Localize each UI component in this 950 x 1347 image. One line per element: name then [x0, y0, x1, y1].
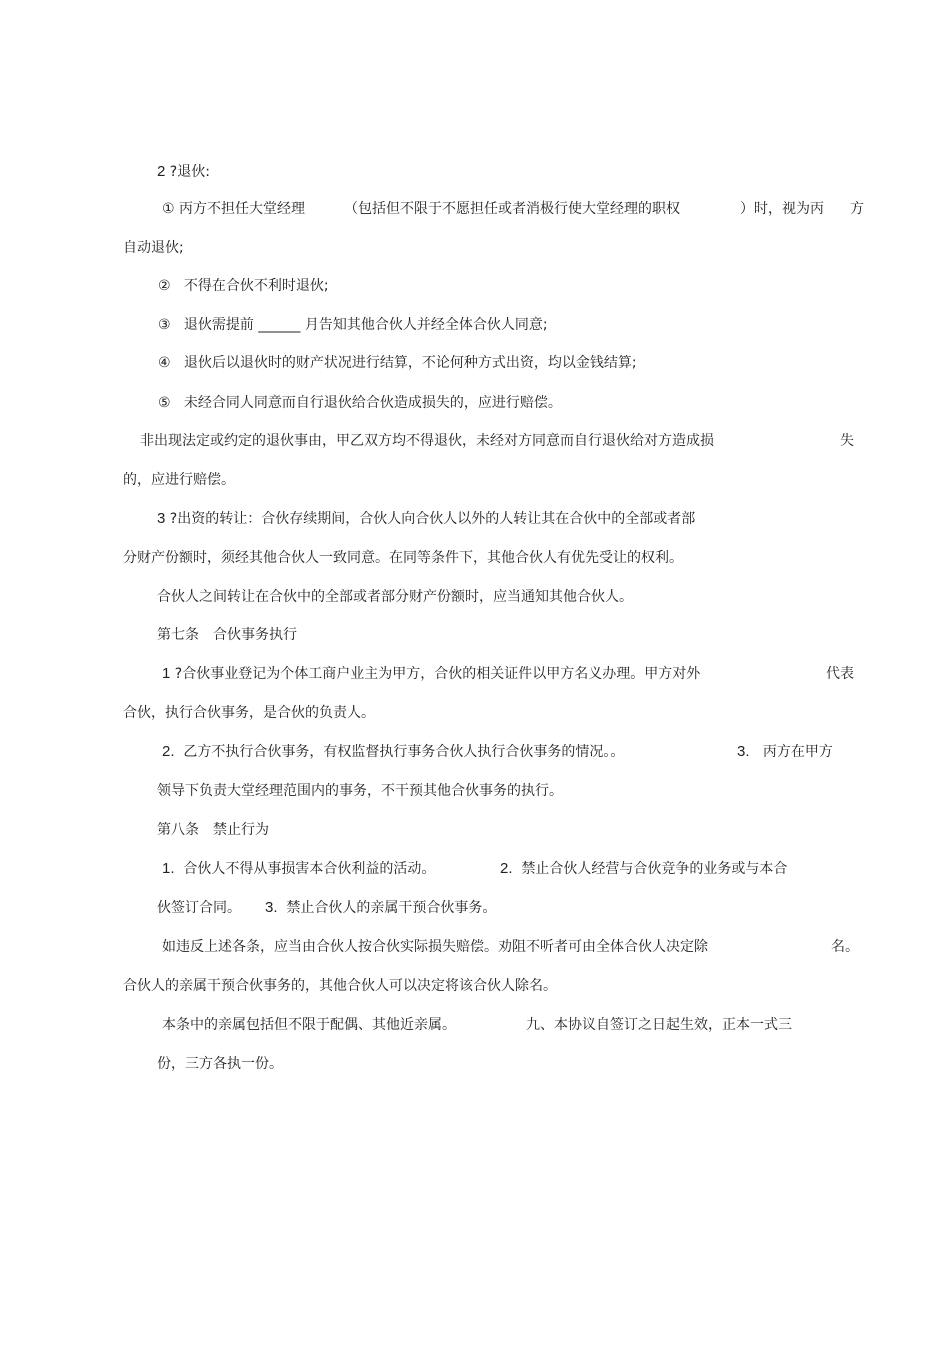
withdrawal-item-1-d: 方 — [850, 201, 864, 217]
clause-text: 禁止合伙人的亲属干预合伙事务。 — [286, 900, 497, 916]
clause-number: 1 — [162, 665, 171, 682]
clause-text: 禁止合伙人经营与合伙竞争的业务或与本合 — [521, 861, 788, 877]
item-marker: ⑤ — [158, 395, 171, 411]
withdrawal-item-5 — [158, 393, 562, 413]
article-7-title: 第七条 合伙事务执行 — [157, 627, 297, 643]
withdrawal-item-4 — [158, 353, 637, 373]
heading-number: 2 — [157, 163, 166, 180]
clause-text: 乙方不执行合伙事务，有权监督执行事务合伙人执行合伙事务的情况。。 — [183, 744, 625, 760]
withdrawal-item-1-a: ① 丙方不担任大堂经理 — [162, 201, 306, 217]
article-7-p1-tail: 代表 — [826, 666, 854, 682]
article-9-cont: 份，三方各执一份。 — [157, 1056, 283, 1072]
clause-number: 2. — [500, 860, 513, 877]
clause-text: 合伙人不得从事损害本合伙利益的活动。 — [183, 861, 436, 877]
item-marker: ② — [158, 278, 171, 294]
withdrawal-heading — [157, 162, 210, 182]
clause-text: ?出资的转让：合伙存续期间，合伙人向合伙人以外的人转让其在合伙中的全部或者部 — [169, 511, 696, 527]
clause-number: 3. — [737, 743, 750, 760]
article-7-p3 — [737, 742, 833, 762]
withdrawal-para-b: 失 — [840, 433, 854, 449]
transfer-clause — [157, 509, 695, 529]
clause-number: 1. — [162, 860, 175, 877]
item-marker: ④ — [158, 355, 171, 371]
article-7-p2 — [162, 742, 624, 762]
item-marker: ③ — [158, 317, 171, 333]
withdrawal-item-1-c: ）时，视为丙 — [740, 201, 824, 217]
transfer-para: 合伙人之间转让在合伙中的全部或者部分财产份额时，应当通知其他合伙人。 — [157, 589, 633, 605]
clause-number: 3 — [157, 510, 166, 527]
article-8-para-cont: 合伙人的亲属干预合伙事务的，其他合伙人可以决定将该合伙人除名。 — [123, 978, 557, 994]
transfer-clause-cont: 分财产份额时，须经其他合伙人一致同意。在同等条件下，其他合伙人有优先受让的权利。 — [123, 550, 683, 566]
article-8-para-a: 如违反上述各条，应当由合伙人按合伙实际损失赔偿。劝阻不听者可由全体合伙人决定除 — [162, 939, 708, 955]
article-7-p1-cont: 合伙，执行合伙事务，是合伙的负责人。 — [123, 705, 375, 721]
article-7-p3-cont: 领导下负责大堂经理范围内的事务，不干预其他合伙事务的执行。 — [157, 783, 563, 799]
item-text: 退伙后以退伙时的财产状况进行结算，不论何种方式出资，均以金钱结算; — [183, 355, 637, 371]
clause-text: 丙方在甲方 — [762, 744, 833, 760]
clause-number: 2. — [162, 743, 175, 760]
item-text: 不得在合伙不利时退伙; — [183, 278, 329, 294]
clause-text: ?合伙事业登记为个体工商户业主为甲方，合伙的相关证件以甲方名义办理。甲方对外 — [174, 666, 701, 682]
withdrawal-item-2 — [158, 276, 329, 296]
article-7-p1 — [162, 664, 700, 684]
article-8-item-2-cont: 伙签订合同。 — [157, 900, 241, 916]
item-text: 未经合同人同意而自行退伙给合伙造成损失的，应进行赔偿。 — [183, 395, 562, 411]
withdrawal-para-cont: 的，应进行赔偿。 — [123, 472, 235, 488]
item-text: 退伙需提前 ______ 月告知其他合伙人并经全体合伙人同意; — [183, 317, 548, 333]
article-8-kin: 本条中的亲属包括但不限于配偶、其他近亲属。 — [162, 1017, 456, 1033]
article-8-para-b: 名。 — [831, 939, 859, 955]
withdrawal-item-1-cont: 自动退伙; — [123, 240, 184, 256]
withdrawal-para-a: 非出现法定或约定的退伙事由，甲乙双方均不得退伙，未经对方同意而自行退伙给对方造成损 — [140, 433, 714, 449]
withdrawal-item-3 — [158, 315, 548, 335]
article-9: 九、本协议自签订之日起生效，正本一式三 — [526, 1017, 792, 1033]
article-8-title: 第八条 禁止行为 — [157, 822, 269, 838]
article-8-item-2 — [500, 859, 787, 879]
clause-number: 3. — [265, 899, 278, 916]
withdrawal-item-1-b: （包括但不限于不愿担任或者消极行使大堂经理的职权 — [344, 201, 680, 217]
heading-text: ?退伙: — [169, 164, 210, 180]
article-8-item-1 — [162, 859, 435, 879]
article-8-item-3 — [265, 898, 496, 918]
